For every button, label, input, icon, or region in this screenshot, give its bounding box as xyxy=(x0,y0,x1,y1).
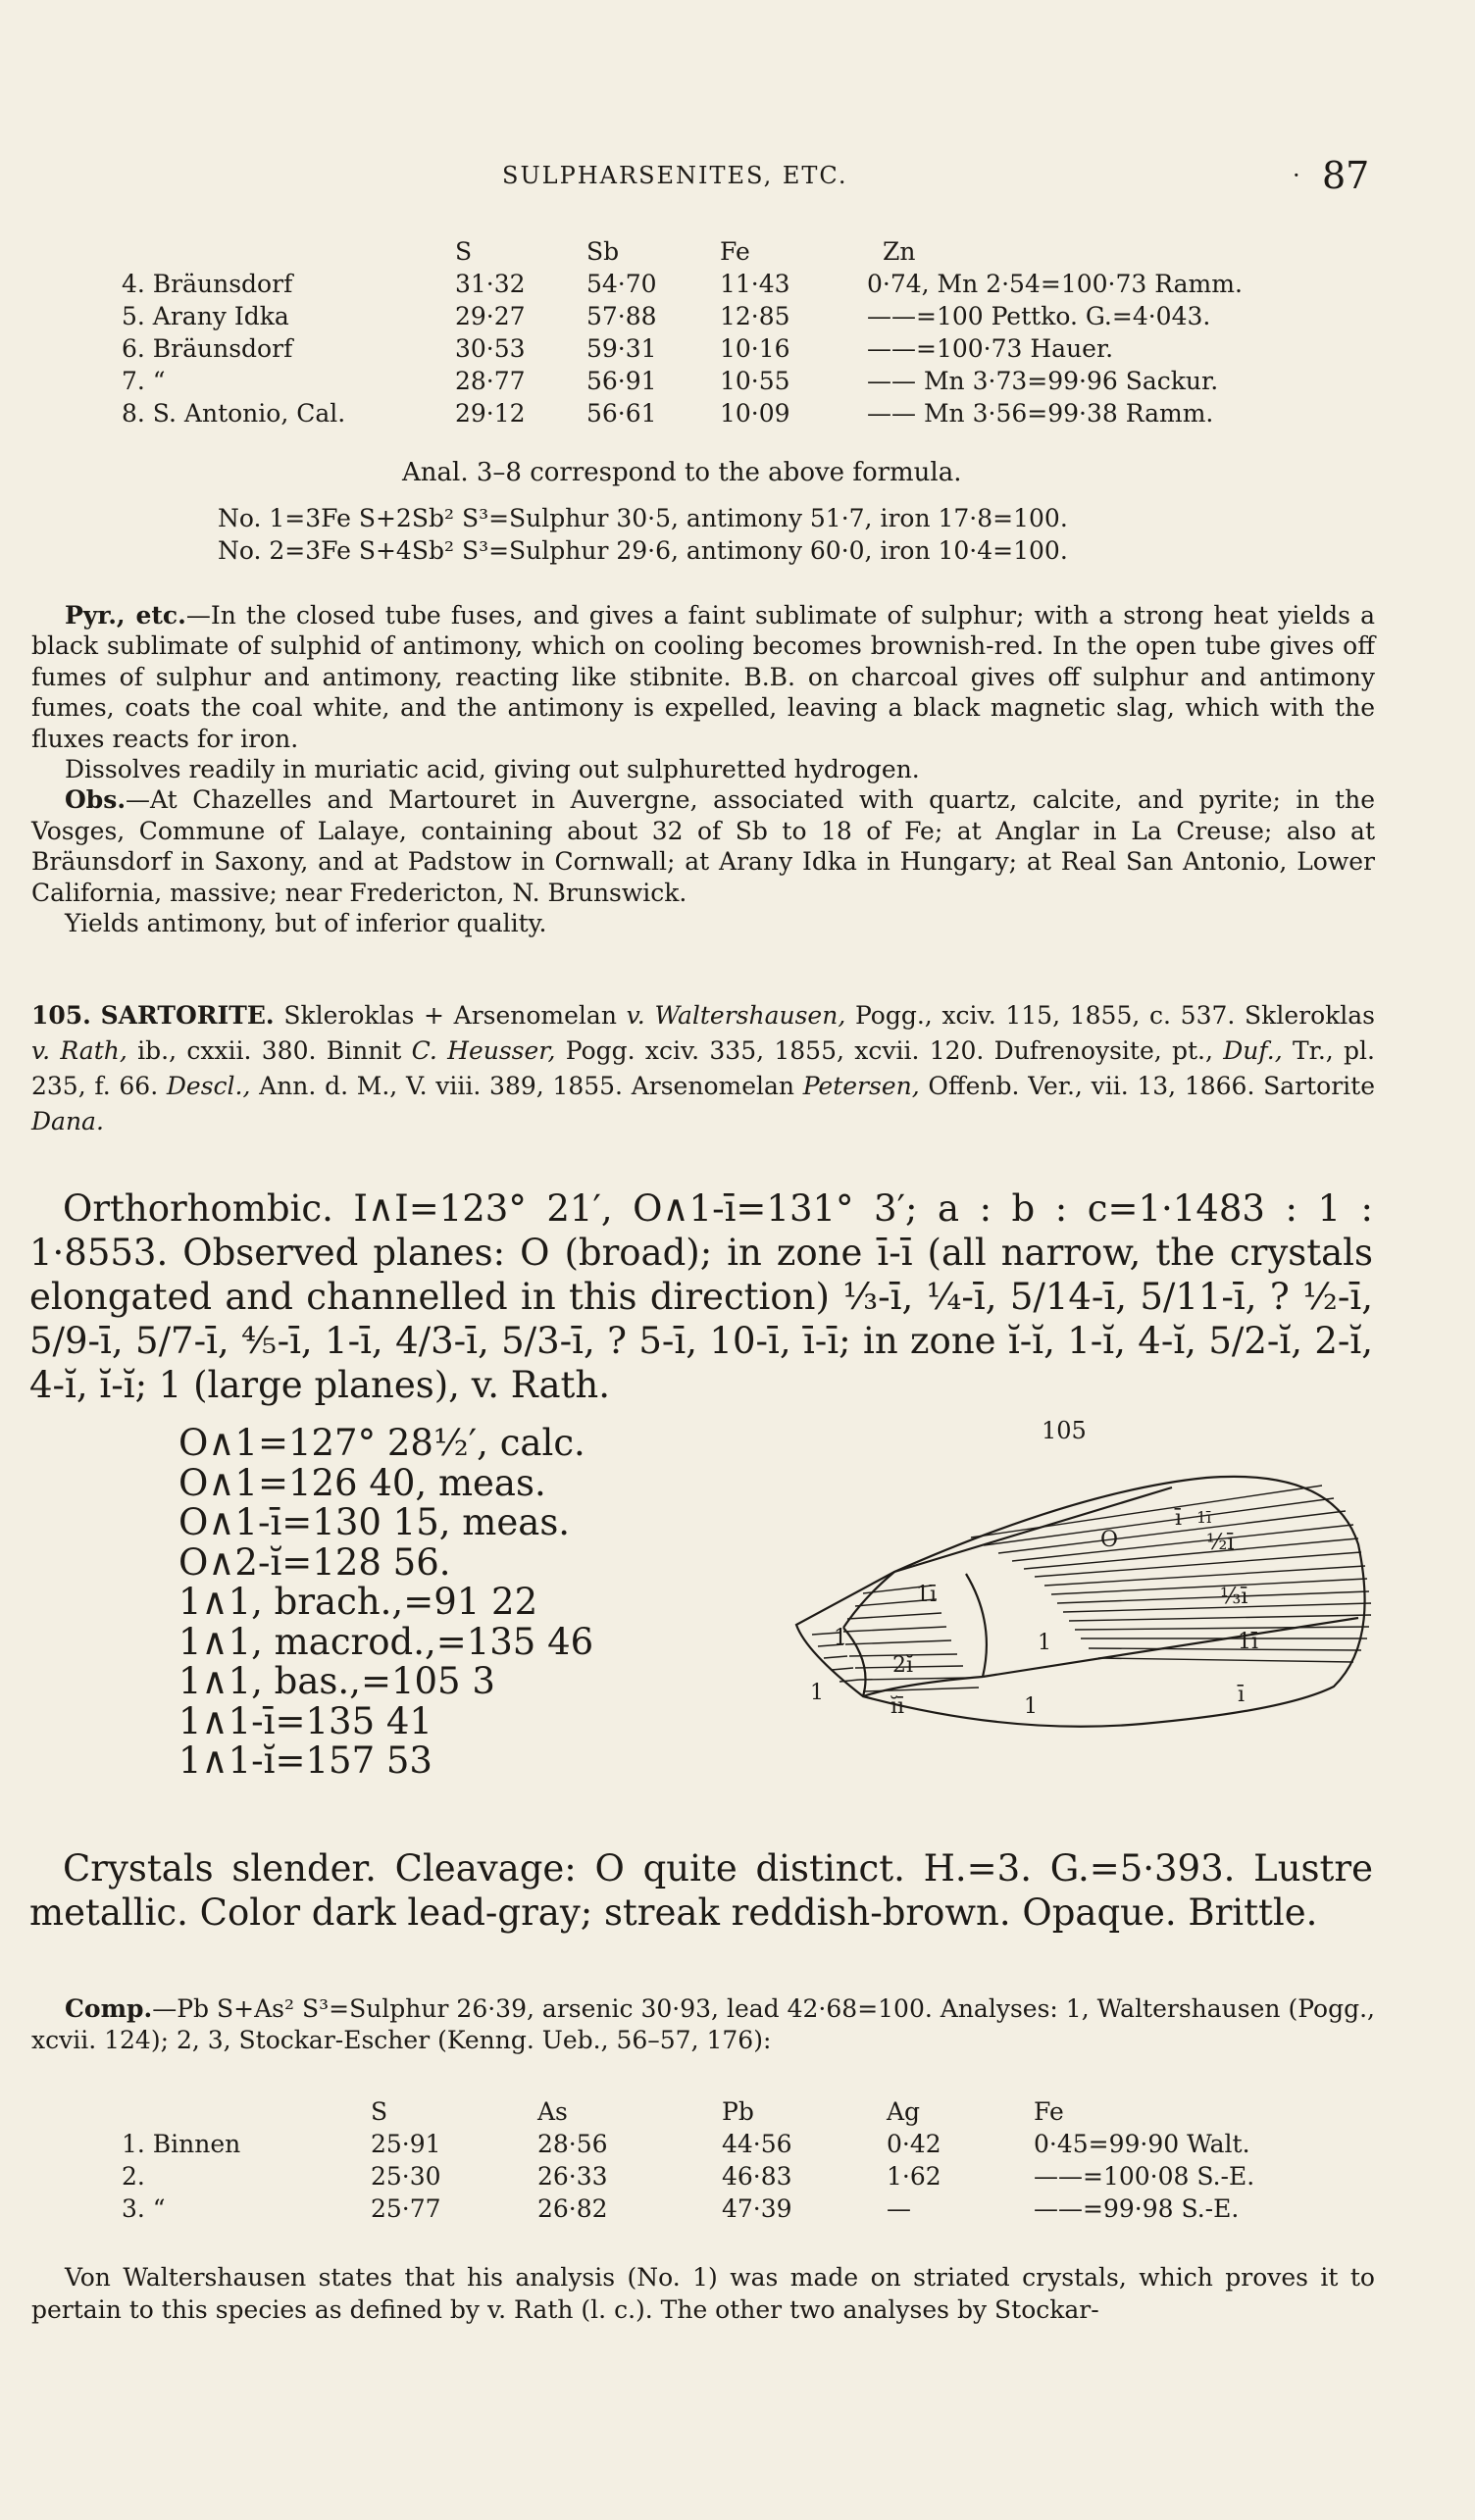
label-1-bottom: 1 xyxy=(1024,1694,1038,1719)
cell: ——=99·98 S.-E. xyxy=(1034,2194,1240,2223)
crystal-text: Orthorhombic. I∧I=123° 21′, O∧1-ī=131° 3′; a : b : c=1·1483 : 1 : 1·8553. Observed planes: O (broad); in zone ī-ī (all narrow, the crystals elongated and channelled in this direction) ⅓-ī, ¼-ī, 5/14-ī, 5/11-ī, ? ½-ī, 5/9-ī, 5/7-ī, ⅘-ī, 1-ī, 4/3-ī, 5/3-ī, ? 5-ī, 10-ī, ī-ī; in zone ĭ-ĭ, 1-ĭ, 4-ĭ, 5/2-ĭ, 2-ĭ, 4-ĭ, ĭ-ĭ; 1 (large planes), v. Rath. xyxy=(29,1187,1373,1406)
crystallography-paragraph xyxy=(29,1186,1373,1407)
col-s: S xyxy=(455,237,473,266)
cell: 26·33 xyxy=(537,2162,608,2191)
cell: —— Mn 3·73=99·96 Sackur. xyxy=(867,367,1219,395)
row-label: 4. Bräunsdorf xyxy=(122,270,293,298)
cell: 47·39 xyxy=(722,2194,792,2223)
cell: 10·09 xyxy=(720,399,790,428)
table-row xyxy=(122,332,1243,365)
pyr-paragraph xyxy=(31,600,1375,754)
cell: — xyxy=(887,2194,911,2223)
synonymy-text: ib., cxxii. 380. Binnit xyxy=(127,1036,412,1065)
angle-item: 1∧1, bas.,=105 3 xyxy=(178,1660,495,1702)
table-header-row xyxy=(122,2095,1254,2128)
formula-1: No. 1=3Fe S+2Sb² S³=Sulphur 30·5, antimony 51·7, iron 17·8=100. xyxy=(218,504,1068,532)
table-header-row xyxy=(122,235,1243,268)
comp-text: —Pb S+As² S³=Sulphur 26·39, arsenic 30·93, lead 42·68=100. Analyses: 1, Waltershausen (Pogg., xcvii. 124); 2, 3, Stockar-Escher (Kenng. Ueb., 56–57, 176): xyxy=(31,1994,1375,2054)
table-row xyxy=(122,300,1243,332)
angle-item: 1∧1-ī=135 41 xyxy=(178,1699,432,1742)
crystal-figure xyxy=(785,1417,1393,1829)
cell: ——=100·08 S.-E. xyxy=(1034,2162,1255,2191)
cell: 0·42 xyxy=(887,2130,941,2158)
crystal-outline xyxy=(796,1477,1365,1727)
cell: 25·91 xyxy=(371,2130,441,2158)
properties-paragraph xyxy=(29,1846,1373,1935)
figure-number: 105 xyxy=(1042,1417,1087,1444)
synonymy-text: Tr., pl. 235, f. 66. xyxy=(31,1036,1375,1100)
row-label: 3. “ xyxy=(122,2194,166,2223)
composition-section xyxy=(31,1993,1375,2056)
author: C. Heusser, xyxy=(411,1036,556,1065)
comp-label: Comp. xyxy=(65,1994,153,2023)
label-half-i: ½ī xyxy=(1206,1531,1235,1555)
cell: 56·91 xyxy=(586,367,657,395)
page-number: 87 xyxy=(1322,154,1370,197)
angle-item: O∧1-ī=130 15, meas. xyxy=(178,1501,571,1543)
angle-item: 1∧1, macrod.,=135 46 xyxy=(178,1620,594,1663)
species-name: SARTORITE. xyxy=(100,1001,275,1030)
cell: 29·12 xyxy=(455,399,526,428)
cell: ——=100·73 Hauer. xyxy=(867,334,1114,363)
table-row xyxy=(122,268,1243,300)
species-number: 105. xyxy=(31,1001,91,1030)
col-fe: Fe xyxy=(720,237,750,266)
page-header xyxy=(0,154,1475,201)
cell: 11·43 xyxy=(720,270,790,298)
label-1-edge: 1 xyxy=(810,1681,824,1705)
properties-text: Crystals slender. Cleavage: O quite distinct. H.=3. G.=5·393. Lustre metallic. Color dark lead-gray; streak reddish-brown. Opaque. Brittle. xyxy=(29,1847,1373,1934)
label-small: 1ī xyxy=(1196,1508,1212,1527)
angle-item: O∧2-ĭ=128 56. xyxy=(178,1540,451,1584)
cell: 10·16 xyxy=(720,334,790,363)
dissolves-line: Dissolves readily in muriatic acid, giving out sulphuretted hydrogen. xyxy=(65,755,920,784)
table-row xyxy=(122,2192,1254,2225)
cell: 26·82 xyxy=(537,2194,608,2223)
cell: ——=100 Pettko. G.=4·043. xyxy=(867,302,1211,330)
obs-label: Obs. xyxy=(65,785,127,815)
row-label: 5. Arany Idka xyxy=(122,302,289,330)
angle-item: 1∧1-ĭ=157 53 xyxy=(178,1739,432,1782)
cell: 12·85 xyxy=(720,302,790,330)
angle-item: O∧1=127° 28½′, calc. xyxy=(178,1422,585,1464)
cell: 10·55 xyxy=(720,367,790,395)
cell: 44·56 xyxy=(722,2130,792,2158)
label-o: O xyxy=(1100,1528,1119,1552)
pyrognostics-section xyxy=(31,600,1375,938)
table-row xyxy=(122,397,1243,429)
cell: 56·61 xyxy=(586,399,657,428)
analysis-table-1 xyxy=(122,235,1243,429)
cell: 29·27 xyxy=(455,302,526,330)
cell: 28·56 xyxy=(537,2130,608,2158)
cell: 59·31 xyxy=(586,334,657,363)
cell: 0·45=99·90 Walt. xyxy=(1034,2130,1250,2158)
cell: 57·88 xyxy=(586,302,657,330)
row-label: 6. Bräunsdorf xyxy=(122,334,293,363)
synonymy-text: Ann. d. M., V. viii. 389, 1855. Arsenomelan xyxy=(250,1072,803,1100)
label-i-right: ī xyxy=(1238,1683,1246,1707)
cell: 28·77 xyxy=(455,367,526,395)
author: Petersen, xyxy=(802,1072,920,1100)
yields-line: Yields antimony, but of inferior quality. xyxy=(65,909,547,938)
cell: 31·32 xyxy=(455,270,526,298)
pyr-text: —In the closed tube fuses, and gives a faint sublimate of sulphur; with a strong heat yields a black sublimate of sulphid of antimony, which on cooling becomes brownish-red. In the open tube gives off fumes of sulphur and antimony, reacting like stibnite. B.B. on charcoal gives off sulphur and antimony fumes, coats the coal white, and the antimony is expelled, leaving a black magnetic slag, which with the fluxes reacts for iron. xyxy=(31,601,1375,753)
label-i-top: ī xyxy=(1175,1506,1183,1531)
obs-text: —At Chazelles and Martouret in Auvergne, associated with quartz, calcite, and pyrite; in the Vosges, Commune of Lalaye, containing about 32 of Sb to 18 of Fe; at Anglar in La Creuse; also at Bräunsdorf in Saxony, and at Padstow in Cornwall; at Arany Idka in Hungary; at Real San Antonio, Lower California, massive; near Fredericton, N. Brunswick. xyxy=(31,785,1375,907)
row-label: 2. xyxy=(122,2162,145,2191)
author: Dana. xyxy=(31,1107,104,1135)
label-1-center: 1 xyxy=(1038,1631,1051,1655)
col-sb: Sb xyxy=(586,237,620,266)
col-zn: Zn xyxy=(883,237,916,266)
analysis-table-2 xyxy=(122,2095,1254,2225)
author: v. Waltershausen, xyxy=(626,1001,846,1030)
label-third-i: ⅓ī xyxy=(1220,1585,1248,1609)
angle-item: O∧1=126 40, meas. xyxy=(178,1461,546,1504)
cell: 25·77 xyxy=(371,2194,441,2223)
angle-list xyxy=(178,1424,593,1782)
row-label: 8. S. Antonio, Cal. xyxy=(122,399,346,428)
cell: 30·53 xyxy=(455,334,526,363)
row-label: 7. “ xyxy=(122,367,166,395)
col-pb: Pb xyxy=(722,2097,754,2126)
author: Descl., xyxy=(166,1072,251,1100)
label-ii: ĭī xyxy=(890,1694,905,1719)
closing-section xyxy=(31,2261,1375,2326)
table-row xyxy=(122,2160,1254,2192)
analysis-note: Anal. 3–8 correspond to the above formula. xyxy=(402,458,962,487)
cell: 0·74, Mn 2·54=100·73 Ramm. xyxy=(867,270,1243,298)
label-1i: 1ī xyxy=(916,1583,938,1607)
table-row xyxy=(122,365,1243,397)
col-as: As xyxy=(537,2097,568,2126)
label-2i: 2ĭ xyxy=(892,1653,914,1678)
header-dot: · xyxy=(1293,162,1300,189)
synonymy-text: Pogg., xciv. 115, 1855, c. 537. Skleroklas xyxy=(845,1001,1375,1030)
closing-text: Von Waltershausen states that his analysis (No. 1) was made on striated crystals, which proves it to pertain to this species as defined by v. Rath (l. c.). The other two analyses by Stockar- xyxy=(31,2263,1375,2324)
cell: 25·30 xyxy=(371,2162,441,2191)
table-row xyxy=(122,2128,1254,2160)
author: Duf., xyxy=(1223,1036,1283,1065)
label-1-left: 1 xyxy=(834,1626,847,1650)
sartorite-synonymy xyxy=(31,998,1375,1139)
sartorite-heading xyxy=(31,998,1375,1139)
crystal-drawing xyxy=(785,1417,1393,1829)
cell: 54·70 xyxy=(586,270,657,298)
running-head: SULPHARSENITES, ETC. xyxy=(502,162,848,189)
pyr-label: Pyr., etc. xyxy=(65,601,186,630)
comp-paragraph xyxy=(31,1993,1375,2056)
angle-item: 1∧1, brach.,=91 22 xyxy=(178,1581,538,1623)
synonymy-text: Pogg. xciv. 335, 1855, xcvii. 120. Dufrenoysite, pt., xyxy=(555,1036,1224,1065)
col-ag: Ag xyxy=(887,2097,921,2126)
formula-2: No. 2=3Fe S+4Sb² S³=Sulphur 29·6, antimony 60·0, iron 10·4=100. xyxy=(218,536,1068,565)
author: v. Rath, xyxy=(31,1036,127,1065)
cell: 46·83 xyxy=(722,2162,792,2191)
col-s: S xyxy=(371,2097,388,2126)
synonymy-text: Skleroklas + Arsenomelan xyxy=(274,1001,627,1030)
obs-paragraph xyxy=(31,784,1375,908)
col-fe: Fe xyxy=(1034,2097,1064,2126)
cell: —— Mn 3·56=99·38 Ramm. xyxy=(867,399,1214,428)
label-1i-right: 1ī xyxy=(1238,1630,1259,1654)
cell: 1·62 xyxy=(887,2162,941,2191)
row-label: 1. Binnen xyxy=(122,2130,241,2158)
synonymy-text: Offenb. Ver., vii. 13, 1866. Sartorite xyxy=(919,1072,1375,1100)
